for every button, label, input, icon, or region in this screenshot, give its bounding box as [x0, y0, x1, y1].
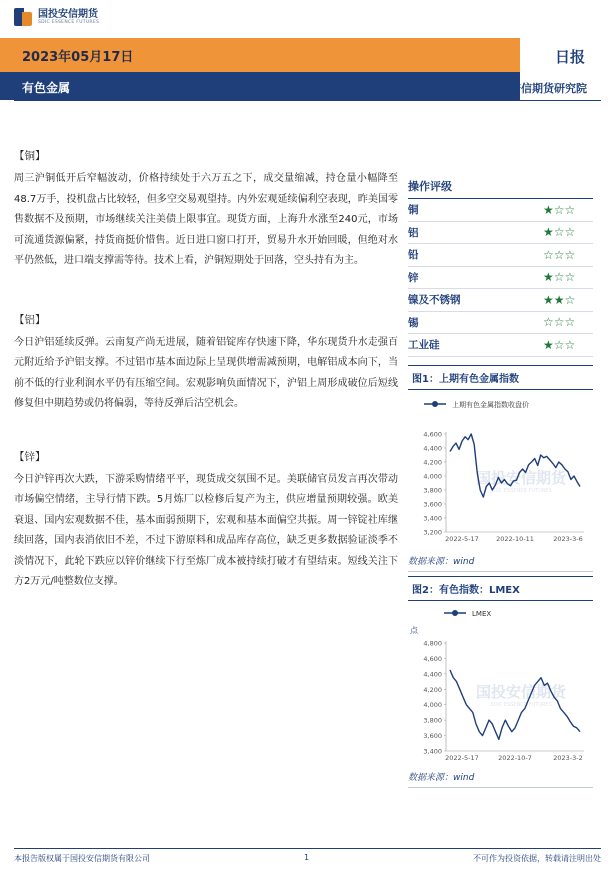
brand-name-cn: 国投安信期货: [38, 8, 98, 20]
header-navy-bar: [0, 72, 520, 100]
ratings-title: 操作评级: [408, 178, 593, 199]
figure2-chart: [408, 601, 593, 766]
footer-disclaimer: 不可作为投资依据，转载请注明出处: [473, 854, 601, 863]
x-tick-label: 2022-10-11: [496, 534, 534, 543]
footer-divider: [14, 848, 601, 849]
x-tick-label: 2022-5-17: [445, 534, 479, 543]
section-text: 今日沪铝延续反弹。云南复产尚无进展，随着铝锭库存快速下降，华东现货升水走强百元附近给予沪铝支撑。不过铝市基本面边际上呈现供增需减预期，电解铝成本向下，当前不低的行业利润水平仍有压缩空间。宏观影响负面情况下，沪铝上周形成破位后短线修复但中期趋势或仍将偏弱，等待反弹后沽空机会。: [14, 336, 398, 409]
watermark: 国投安信期货: [475, 468, 567, 487]
rating-stars: ★☆☆: [543, 202, 576, 217]
legend-label: 上期有色金属指数收盘价: [452, 400, 529, 409]
section-title: 【铜】: [14, 150, 46, 162]
rating-row: [408, 334, 593, 357]
rating-row: [408, 312, 593, 335]
x-tick-label: 2022-5-17: [445, 753, 479, 762]
section-text: 今日沪锌再次大跌，下游采购情绪平平，现货成交氛围不足。美联储官员发言再次带动市场偏空情绪，主导行情下跌。5月炼厂以检修后复产为主，供应增量预期较强。欧美衰退、国内宏观数据不佳，基本面弱预期下，宏观和基本面偏空共振。周一锌锭社库继续回落，国内表消依旧不差，不过下游原料和成品库存高位，缺乏更多数据验证淡季不淡情况下，此轮下跌应以锌价继续下行至炼厂成本被持续打破才有望结束。短线关注下方2万元/吨整数位支撑。: [14, 473, 398, 587]
y-tick-label: 4,000: [423, 472, 442, 480]
section-text: 周三沪铜低开后窄幅波动，价格持续处于六万五之下，成交量缩减，持仓量小幅降至48.7万手，投机盘占比较轻，但多空交易观望持。内外宏观延续偏利空表现，昨美国零售数据不及预期，市场继续关注美债上限事宜。现货方面，上海升水涨至240元，市场可流通货源偏紧，持货商挺价惜售。近日进口窗口打开，贸易升水开始回暖，但绝对水平仍然低，进口端支撑需等待。技术上看，沪铜短期处于回落，空头持有为主。: [14, 173, 398, 266]
header-divider: [14, 100, 601, 101]
legend-marker: [432, 401, 438, 407]
rating-row: [408, 199, 593, 222]
watermark-en: SDIC ESSENCE FUTURES: [490, 487, 552, 494]
ratings-list: [408, 199, 593, 357]
rating-metal-name: 工业硅: [408, 339, 440, 352]
x-tick-label: 2022-10-7: [498, 753, 532, 762]
rating-stars: ★☆☆: [543, 337, 576, 352]
figure1-chart: [408, 390, 593, 550]
rating-metal-name: 铅: [408, 249, 419, 262]
rating-stars: ☆☆☆: [543, 315, 576, 330]
section-copper: [14, 148, 398, 272]
page-number: 1: [304, 853, 310, 862]
footer-copyright: 本报告版权属于国投安信期货有限公司: [14, 854, 150, 863]
rating-metal-name: 铝: [408, 226, 419, 239]
y-tick-label: 4,000: [423, 700, 442, 709]
rating-row: [408, 244, 593, 267]
rating-stars: ★☆☆: [543, 270, 576, 285]
rating-metal-name: 锡: [408, 316, 419, 329]
x-tick-label: 2023-3-6: [553, 534, 583, 543]
report-date: 2023年05月17日: [22, 50, 134, 65]
y-tick-label: 3,400: [423, 747, 442, 755]
y-axis-unit: 点: [410, 625, 418, 635]
watermark: 国投安信期货: [475, 682, 567, 701]
section-title: 【锌】: [14, 450, 46, 463]
section-zinc: [14, 449, 398, 593]
y-tick-label: 4,400: [423, 444, 442, 452]
figure2-source: 数据来源：wind: [408, 770, 593, 788]
rating-row: [408, 222, 593, 245]
commentary-column: [14, 148, 398, 593]
section-aluminum: [14, 312, 398, 415]
watermark-en: SDIC ESSENCE FUTURES: [490, 701, 552, 708]
figure1-title: 图1：上期有色金属指数: [408, 365, 593, 390]
y-tick-label: 3,800: [423, 716, 442, 725]
y-tick-label: 4,400: [423, 669, 442, 678]
legend-marker: [452, 610, 458, 616]
brand-logo: [14, 8, 99, 26]
y-tick-label: 4,600: [423, 654, 442, 663]
y-tick-label: 3,600: [423, 500, 442, 508]
brand-name-en: SDIC ESSENCE FUTURES: [38, 19, 100, 25]
y-tick-label: 3,600: [423, 731, 442, 740]
sidebar-column: [408, 178, 593, 788]
y-tick-label: 4,200: [423, 458, 442, 466]
y-tick-label: 4,200: [423, 685, 442, 694]
y-tick-label: 4,600: [423, 430, 442, 438]
y-tick-label: 3,400: [423, 514, 442, 522]
rating-metal-name: 锌: [408, 271, 419, 284]
rating-metal-name: 镍及不锈钢: [408, 294, 461, 307]
institute-name: 国投安信期货研究院: [488, 82, 587, 95]
report-type: 日报: [554, 48, 585, 66]
legend-label: LMEX: [472, 609, 492, 618]
logo-icon: [14, 8, 32, 26]
figure1-source: 数据来源：wind: [408, 554, 593, 572]
report-sector: 有色金属: [22, 81, 71, 95]
y-tick-label: 4,800: [423, 639, 442, 647]
rating-stars: ★☆☆: [543, 225, 576, 240]
rating-row: [408, 267, 593, 290]
y-tick-label: 3,200: [423, 528, 442, 536]
section-title: 【铝】: [14, 313, 46, 326]
figure2-title: 图2：有色指数：LMEX: [408, 576, 593, 601]
rating-stars: ★★☆: [543, 292, 576, 307]
rating-metal-name: 铜: [408, 204, 419, 217]
x-tick-label: 2023-3-2: [553, 753, 583, 762]
rating-stars: ☆☆☆: [543, 247, 576, 262]
rating-row: [408, 289, 593, 312]
y-tick-label: 3,800: [423, 486, 442, 494]
